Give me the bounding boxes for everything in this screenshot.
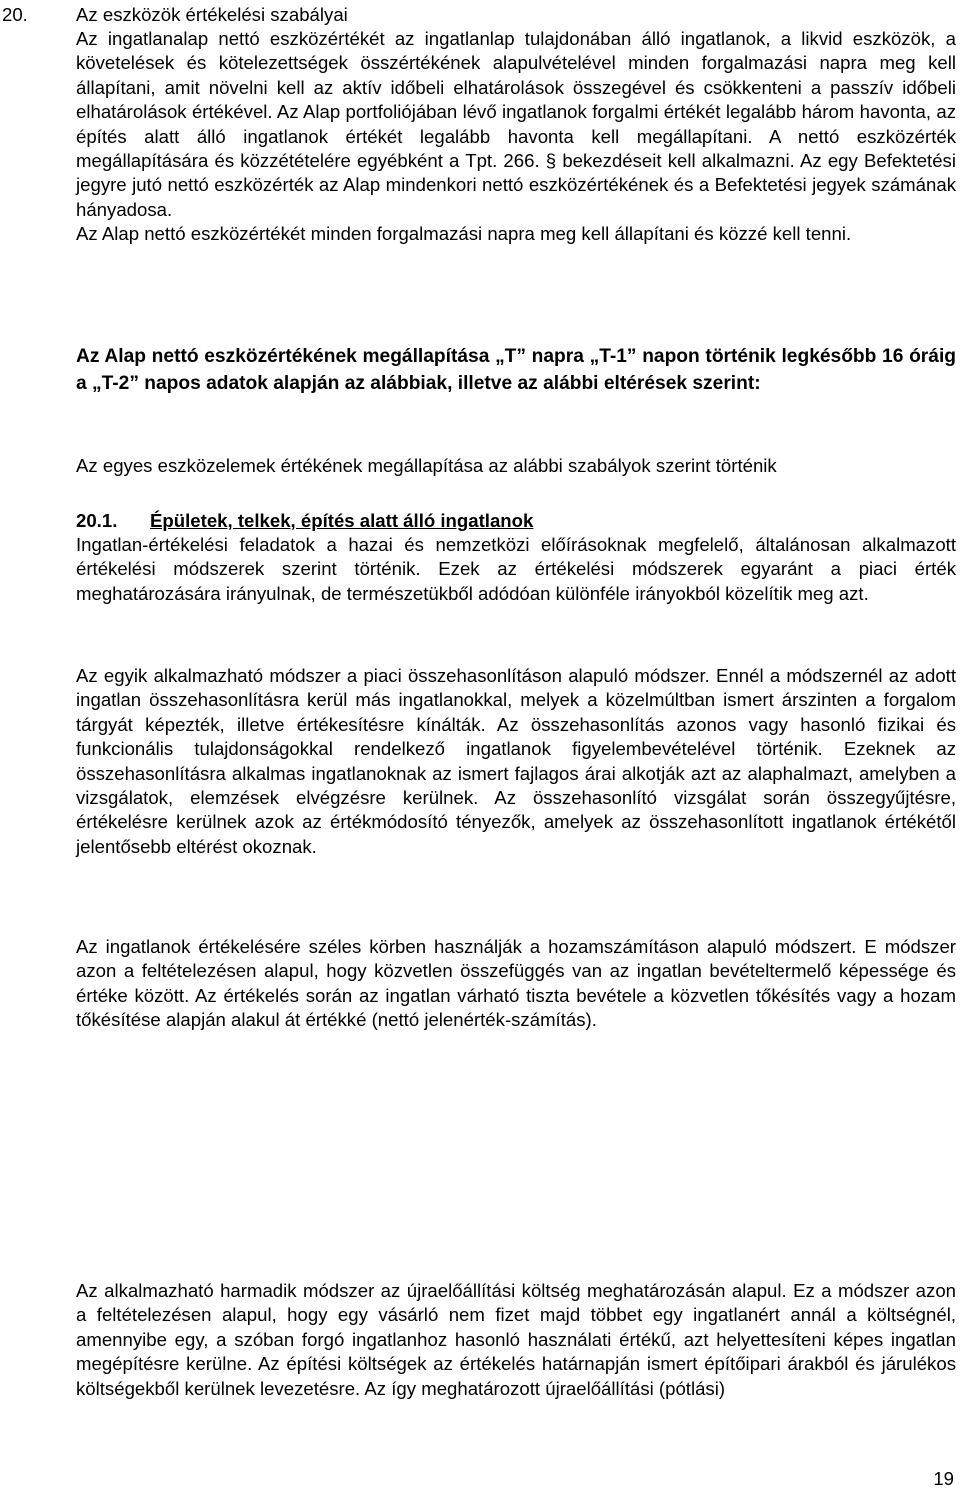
section-paragraph-2: Az Alap nettó eszközértékét minden forgalmazási napra meg kell állapítani és közzé kell tenni. <box>76 223 852 245</box>
subsection-paragraph-2: Az egyik alkalmazható módszer a piaci összehasonlításon alapuló módszer. Ennél a módszernél az adott ingatlan összehasonlításra kerül más ingatlanokkal, melyek a közelmúltban ismert árszinten a forgalom tárgyát képezték, illetve értékesítésre kínálták. Az összehasonlítás azonos vagy hasonló fizikai és funkcionális tulajdonságokkal rendelkező ingatlanok figyelembevételével történik. Ezeknek az összehasonlításra alkalmas ingatlanoknak az ismert fajlagos árai alkotják azt az alaphalmazt, amelyben a vizsgálatok, elemzések elvégzésre kerülnek. Az összehasonlító vizsgálat során összegyűjtésre, értékelésre kerülnek azok az értékmódosító tényezők, amelyek az összehasonlított ingatlanok értékétől jelentősebb eltérést okoznak. <box>76 665 956 857</box>
subsection-paragraph-2-block <box>76 664 956 859</box>
section-paragraph-3: Az egyes eszközelemek értékének megállapítása az alábbi szabályok szerint történik <box>76 455 777 476</box>
page-number: 19 <box>933 1468 954 1489</box>
subsection-paragraph-3-block <box>76 935 956 1033</box>
section-bold-block <box>76 344 956 397</box>
section-intro <box>76 2 956 247</box>
valuation-timing-paragraph: Az Alap nettó eszközértékének megállapítása „T” napra „T-1” napon történik legkésőbb 16 óráig a „T-2” napos adatok alapján az alábbiak, illetve az alábbi eltérések szerint: <box>76 346 956 394</box>
section-paragraph-1: Az ingatlanalap nettó eszközértékét az ingatlanlap tulajdonában álló ingatlanok, a likvid eszközök, a követelések és kötelezettségek összértékének alapulvételével minden forgalmazási napra meg kell állapítani, amit növelni kell az aktív időbeli elhatárolások összegével és csökkenteni a passzív időbeli elhatárolások értékével. Az Alap portfoliójában lévő ingatlanok forgalmi értékét legalább három havonta, az építés alatt álló ingatlanok értékét legalább havonta kell megállapítani. A nettó eszközérték megállapítására és közzétételére egyébként a Tpt. 266. § bekezdéseit kell alkalmazni. Az egy Befektetési jegyre jutó nettó eszközérték az Alap mindenkori nettó eszközértékének és a Befektetési jegyek számának hányadosa. <box>76 28 956 220</box>
subsection-paragraph-4-block <box>76 1279 956 1401</box>
section-title: Az eszközök értékelési szabályai <box>76 4 348 25</box>
subsection-paragraph-3: Az ingatlanok értékelésére széles körben használják a hozamszámításon alapuló módszert. E módszer azon a feltételezésen alapul, hogy közvetlen összefüggés van az ingatlan bevételtermelő képessége és értéke között. Az értékelés során az ingatlan várható tiszta bevétele a közvetlen tőkésítés vagy a hozam tőkésítése alapján alakul át értékké (nettó jelenérték-számítás). <box>76 936 956 1031</box>
subsection-paragraph-4: Az alkalmazható harmadik módszer az újraelőállítási költség meghatározásán alapul. Ez a módszer azon a feltételezésen alapul, hogy egy vásárló nem fizet majd többet egy ingatlanért annál a költségnél, amennyibe egy, a szóban forgó ingatlanhoz hasonló használati értékű, azt helyettesíteni képes ingatlan megépítésre kerülne. Az építési költségek az értékelés határnapján ismert építőipari árakból és járulékos költségekből kerülnek levezetésre. Az így meghatározott újraelőállítási (pótlási) <box>76 1280 956 1399</box>
subsection-title: Épületek, telkek, építés alatt álló ingatlanok <box>150 510 534 531</box>
subsection-paragraph-1-block <box>76 533 956 606</box>
subsection-number: 20.1. <box>76 510 118 531</box>
section-number: 20. <box>2 4 28 25</box>
subsection-heading <box>76 508 533 533</box>
section-rules-intro <box>76 454 956 478</box>
subsection-paragraph-1: Ingatlan-értékelési feladatok a hazai és nemzetközi előírásoknak megfelelő, általánosan alkalmazott értékelési módszerek szerint történik. Ezek az értékelési módszerek egyaránt a piaci érték meghatározására irányulnak, de természetükből adódóan különféle irányokból közelítik meg azt. <box>76 534 956 604</box>
